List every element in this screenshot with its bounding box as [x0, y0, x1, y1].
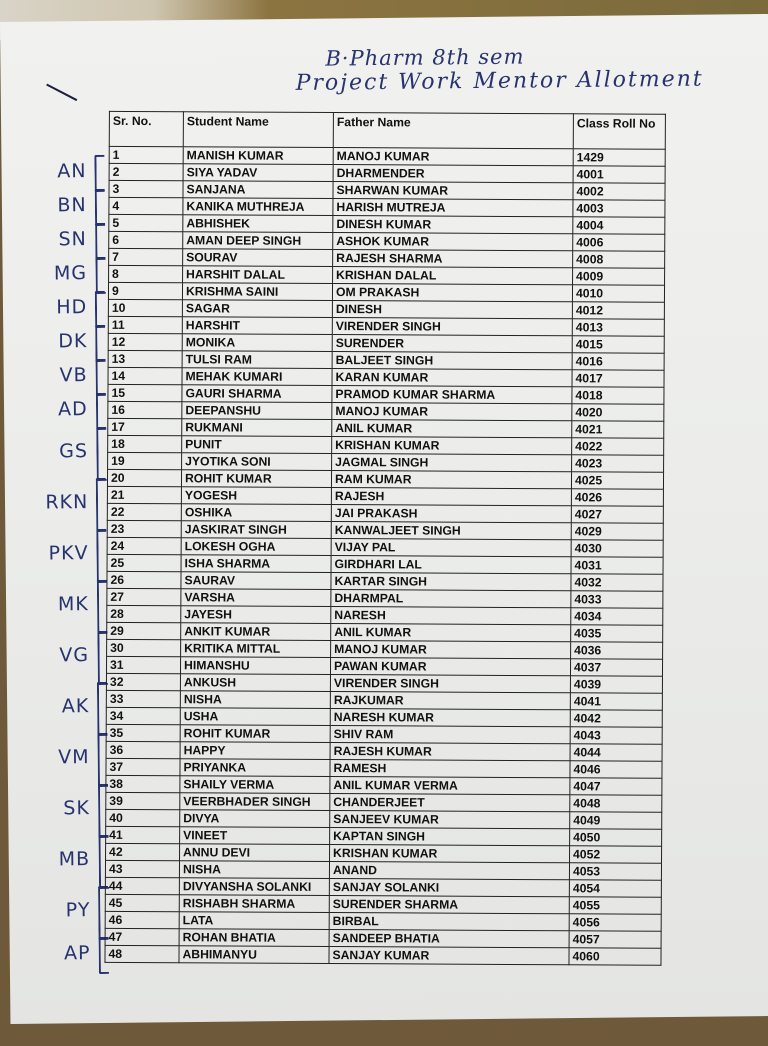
- cell-father-name: SHIV RAM: [330, 726, 570, 744]
- cell-father-name: MANOJ KUMAR: [333, 148, 573, 166]
- allotment-table-container: [104, 111, 665, 986]
- cell-sr-no: 42: [106, 843, 180, 860]
- cell-class-roll-no: 4023: [572, 455, 664, 472]
- header-class-roll-no: Class Roll No: [573, 114, 665, 149]
- cell-class-roll-no: 4002: [573, 183, 665, 200]
- cell-student-name: RISHABH SHARMA: [179, 895, 329, 913]
- mentor-bracket: [97, 529, 108, 583]
- cell-father-name: DHARMENDER: [333, 165, 573, 183]
- cell-class-roll-no: 4043: [570, 727, 662, 744]
- mentor-bracket: [95, 223, 105, 260]
- cell-student-name: SHAILY VERMA: [180, 776, 330, 794]
- cell-class-roll-no: 4018: [572, 387, 664, 404]
- cell-father-name: MANOJ KUMAR: [332, 403, 572, 421]
- cell-student-name: MANISH KUMAR: [183, 147, 333, 165]
- cell-father-name: KRISHAN KUMAR: [332, 437, 572, 455]
- cell-sr-no: 22: [107, 503, 181, 520]
- cell-class-roll-no: 4022: [572, 438, 664, 455]
- cell-father-name: SANJEEV KUMAR: [330, 811, 570, 829]
- cell-sr-no: 13: [108, 350, 182, 367]
- mentor-bracket: [95, 257, 105, 294]
- cell-father-name: JAGMAL SINGH: [332, 454, 572, 472]
- cell-class-roll-no: 4044: [570, 744, 662, 761]
- mentor-code: AN: [57, 159, 87, 183]
- cell-sr-no: 21: [107, 486, 181, 503]
- cell-student-name: SOURAV: [183, 249, 333, 267]
- cell-sr-no: 16: [108, 401, 182, 418]
- cell-student-name: HAPPY: [180, 742, 330, 760]
- cell-student-name: JYOTIKA SONI: [182, 453, 332, 471]
- cell-sr-no: 1: [109, 146, 183, 163]
- cell-class-roll-no: 4001: [573, 166, 665, 183]
- cell-sr-no: 5: [109, 214, 183, 231]
- cell-father-name: KARTAR SINGH: [331, 573, 571, 591]
- cell-sr-no: 8: [109, 265, 183, 282]
- cell-class-roll-no: 4015: [572, 336, 664, 353]
- cell-student-name: DIVYANSHA SOLANKI: [179, 878, 329, 896]
- paper-sheet: [0, 14, 768, 1024]
- cell-father-name: ANAND: [329, 862, 569, 880]
- cell-class-roll-no: 4046: [570, 761, 662, 778]
- mentor-code: MG: [53, 261, 88, 285]
- cell-student-name: AMAN DEEP SINGH: [183, 232, 333, 250]
- cell-sr-no: 33: [106, 690, 180, 707]
- cell-father-name: VIRENDER SINGH: [332, 318, 572, 336]
- cell-student-name: GAURI SHARMA: [182, 385, 332, 403]
- cell-class-roll-no: 4031: [571, 557, 663, 574]
- cell-sr-no: 4: [109, 197, 183, 214]
- cell-student-name: LOKESH OGHA: [181, 538, 331, 556]
- cell-sr-no: 46: [105, 911, 179, 928]
- cell-class-roll-no: 4004: [573, 217, 665, 234]
- cell-class-roll-no: 4057: [569, 931, 661, 948]
- cell-sr-no: 27: [107, 588, 181, 605]
- cell-sr-no: 29: [107, 622, 181, 639]
- cell-student-name: HARSHIT: [182, 317, 332, 335]
- mentor-code: PY: [65, 899, 91, 922]
- cell-sr-no: 30: [107, 639, 181, 656]
- cell-class-roll-no: 4026: [571, 489, 663, 506]
- cell-class-roll-no: 4060: [569, 948, 661, 965]
- cell-class-roll-no: 4036: [571, 642, 663, 659]
- cell-student-name: KRISHMA SAINI: [182, 283, 332, 301]
- cell-student-name: ANNU DEVI: [180, 844, 330, 862]
- cell-father-name: OM PRAKASH: [332, 284, 572, 302]
- cell-student-name: HARSHIT DALAL: [183, 266, 333, 284]
- cell-sr-no: 18: [108, 435, 182, 452]
- mentor-code: AK: [61, 695, 90, 718]
- cell-student-name: DIVYA: [180, 810, 330, 828]
- cell-father-name: KAPTAN SINGH: [330, 828, 570, 846]
- cell-sr-no: 44: [105, 877, 179, 894]
- cell-sr-no: 15: [108, 384, 182, 401]
- cell-student-name: JASKIRAT SINGH: [181, 521, 331, 539]
- cell-class-roll-no: 4039: [570, 676, 662, 693]
- cell-father-name: SURENDER: [332, 335, 572, 353]
- cell-class-roll-no: 4035: [571, 625, 663, 642]
- cell-class-roll-no: 4012: [572, 302, 664, 319]
- cell-student-name: ROHIT KUMAR: [181, 470, 331, 488]
- cell-father-name: KRISHAN KUMAR: [330, 845, 570, 863]
- cell-class-roll-no: 4006: [573, 234, 665, 251]
- cell-sr-no: 3: [109, 180, 183, 197]
- mentor-code: VM: [58, 746, 90, 769]
- cell-father-name: KARAN KUMAR: [332, 369, 572, 387]
- cell-sr-no: 38: [106, 775, 180, 792]
- cell-father-name: ASHOK KUMAR: [333, 233, 573, 251]
- cell-class-roll-no: 4033: [571, 591, 663, 608]
- cell-father-name: SANJAY KUMAR: [329, 947, 569, 965]
- cell-father-name: BALJEET SINGH: [332, 352, 572, 370]
- cell-class-roll-no: 4041: [570, 693, 662, 710]
- table-row: [105, 945, 661, 965]
- cell-student-name: ANKUSH: [180, 674, 330, 692]
- mentor-bracket: [96, 359, 106, 396]
- cell-student-name: ANKIT KUMAR: [181, 623, 331, 641]
- cell-student-name: JAYESH: [181, 606, 331, 624]
- cell-class-roll-no: 4029: [571, 523, 663, 540]
- mentor-bracket: [95, 189, 105, 226]
- cell-father-name: RAJESH KUMAR: [330, 743, 570, 761]
- cell-father-name: MANOJ KUMAR: [331, 641, 571, 659]
- mentor-bracket: [96, 427, 107, 481]
- cell-sr-no: 39: [106, 792, 180, 809]
- table-body: [105, 146, 665, 965]
- cell-sr-no: 48: [105, 945, 179, 962]
- cell-father-name: SHARWAN KUMAR: [333, 182, 573, 200]
- cell-sr-no: 28: [107, 605, 181, 622]
- cell-father-name: RAM KUMAR: [331, 471, 571, 489]
- cell-sr-no: 32: [106, 673, 180, 690]
- cell-class-roll-no: 4056: [569, 914, 661, 931]
- cell-student-name: ABHIMANYU: [179, 946, 329, 964]
- mentor-bracket: [95, 291, 105, 328]
- cell-father-name: DINESH: [332, 301, 572, 319]
- cell-sr-no: 43: [105, 860, 179, 877]
- cell-student-name: ROHIT KUMAR: [180, 725, 330, 743]
- cell-sr-no: 12: [108, 333, 182, 350]
- cell-student-name: ISHA SHARMA: [181, 555, 331, 573]
- cell-sr-no: 9: [108, 282, 182, 299]
- cell-student-name: TULSI RAM: [182, 351, 332, 369]
- cell-father-name: SURENDER SHARMA: [329, 896, 569, 914]
- cell-father-name: ANIL KUMAR VERMA: [330, 777, 570, 795]
- mentor-bracket: [96, 393, 106, 430]
- cell-class-roll-no: 4048: [570, 795, 662, 812]
- cell-student-name: SANJANA: [183, 181, 333, 199]
- mentor-code: DK: [58, 329, 88, 353]
- cell-sr-no: 31: [106, 656, 180, 673]
- cell-class-roll-no: 4017: [572, 370, 664, 387]
- cell-father-name: BIRBAL: [329, 913, 569, 931]
- mentor-bracket: [95, 155, 105, 192]
- cell-student-name: HIMANSHU: [180, 657, 330, 675]
- cell-sr-no: 14: [108, 367, 182, 384]
- cell-student-name: SAGAR: [182, 300, 332, 318]
- cell-sr-no: 23: [107, 520, 181, 537]
- handwritten-title-subject: Project Work Mentor Allotment: [295, 66, 704, 96]
- cell-sr-no: 10: [108, 299, 182, 316]
- cell-student-name: KANIKA MUTHREJA: [183, 198, 333, 216]
- mentor-code: HD: [56, 295, 88, 319]
- cell-sr-no: 34: [106, 707, 180, 724]
- cell-class-roll-no: 4021: [572, 421, 664, 438]
- cell-student-name: KRITIKA MITTAL: [181, 640, 331, 658]
- cell-father-name: VIRENDER SINGH: [330, 675, 570, 693]
- cell-student-name: YOGESH: [181, 487, 331, 505]
- cell-father-name: HARISH MUTREJA: [333, 199, 573, 217]
- cell-sr-no: 35: [106, 724, 180, 741]
- cell-student-name: USHA: [180, 708, 330, 726]
- cell-sr-no: 11: [108, 316, 182, 333]
- cell-class-roll-no: 4013: [572, 319, 664, 336]
- cell-sr-no: 24: [107, 537, 181, 554]
- cell-father-name: RAMESH: [330, 760, 570, 778]
- cell-sr-no: 20: [107, 469, 181, 486]
- cell-class-roll-no: 4050: [570, 829, 662, 846]
- cell-father-name: KRISHAN DALAL: [333, 267, 573, 285]
- cell-sr-no: 19: [108, 452, 182, 469]
- cell-student-name: MEHAK KUMARI: [182, 368, 332, 386]
- cell-class-roll-no: 4054: [569, 880, 661, 897]
- mentor-code: SK: [63, 797, 90, 820]
- cell-sr-no: 37: [106, 758, 180, 775]
- cell-class-roll-no: 4034: [571, 608, 663, 625]
- mentor-code: BN: [57, 193, 87, 217]
- cell-father-name: KANWALJEET SINGH: [331, 522, 571, 540]
- cell-class-roll-no: 4032: [571, 574, 663, 591]
- mentor-code: GS: [59, 440, 89, 463]
- cell-class-roll-no: 4003: [573, 200, 665, 217]
- cell-class-roll-no: 4009: [573, 268, 665, 285]
- mentor-bracket: [95, 325, 105, 362]
- cell-student-name: SIYA YADAV: [183, 164, 333, 182]
- mentor-code: PKV: [48, 542, 89, 565]
- cell-class-roll-no: 4027: [571, 506, 663, 523]
- cell-student-name: DEEPANSHU: [182, 402, 332, 420]
- handwritten-title-course: B·Pharm 8th sem: [325, 44, 525, 71]
- cell-father-name: NARESH: [331, 607, 571, 625]
- table-header-row: [109, 111, 665, 149]
- cell-sr-no: 25: [107, 554, 181, 571]
- cell-class-roll-no: 4025: [571, 472, 663, 489]
- cell-class-roll-no: 4030: [571, 540, 663, 557]
- cell-class-roll-no: 4020: [572, 404, 664, 421]
- allotment-table: [104, 111, 665, 966]
- header-student-name: Student Name: [183, 112, 333, 148]
- cell-father-name: NARESH KUMAR: [330, 709, 570, 727]
- cell-class-roll-no: 4053: [569, 863, 661, 880]
- cell-sr-no: 6: [109, 231, 183, 248]
- cell-father-name: DHARMPAL: [331, 590, 571, 608]
- cell-student-name: SAURAV: [181, 572, 331, 590]
- cell-student-name: ROHAN BHATIA: [179, 929, 329, 947]
- mentor-bracket: [96, 478, 107, 532]
- cell-student-name: MONIKA: [182, 334, 332, 352]
- cell-class-roll-no: 4037: [570, 659, 662, 676]
- cell-student-name: VINEET: [180, 827, 330, 845]
- cell-father-name: CHANDERJEET: [330, 794, 570, 812]
- cell-student-name: PRIYANKA: [180, 759, 330, 777]
- cell-class-roll-no: 4042: [570, 710, 662, 727]
- mentor-code: SN: [58, 227, 87, 251]
- cell-class-roll-no: 1429: [573, 149, 665, 166]
- cell-sr-no: 26: [107, 571, 181, 588]
- cell-student-name: VEERBHADER SINGH: [180, 793, 330, 811]
- cell-sr-no: 7: [109, 248, 183, 265]
- cell-class-roll-no: 4008: [573, 251, 665, 268]
- cell-father-name: VIJAY PAL: [331, 539, 571, 557]
- mentor-code: MB: [58, 848, 91, 871]
- header-father-name: Father Name: [333, 113, 573, 149]
- cell-class-roll-no: 4010: [572, 285, 664, 302]
- cell-sr-no: 45: [105, 894, 179, 911]
- cell-student-name: ABHISHEK: [183, 215, 333, 233]
- cell-father-name: GIRDHARI LAL: [331, 556, 571, 574]
- header-sr-no: Sr. No.: [109, 111, 183, 146]
- mentor-code: RKN: [45, 491, 89, 514]
- cell-sr-no: 41: [106, 826, 180, 843]
- cell-class-roll-no: 4049: [570, 812, 662, 829]
- cell-sr-no: 40: [106, 809, 180, 826]
- cell-father-name: SANJAY SOLANKI: [329, 879, 569, 897]
- cell-sr-no: 2: [109, 163, 183, 180]
- cell-father-name: PRAMOD KUMAR SHARMA: [332, 386, 572, 404]
- cell-father-name: ANIL KUMAR: [331, 624, 571, 642]
- cell-sr-no: 17: [108, 418, 182, 435]
- cell-student-name: LATA: [179, 912, 329, 930]
- cell-class-roll-no: 4016: [572, 353, 664, 370]
- cell-father-name: PAWAN KUMAR: [330, 658, 570, 676]
- cell-father-name: RAJESH: [331, 488, 571, 506]
- mentor-code: MK: [57, 593, 89, 616]
- cell-student-name: OSHIKA: [181, 504, 331, 522]
- cell-father-name: RAJESH SHARMA: [333, 250, 573, 268]
- cell-student-name: NISHA: [179, 861, 329, 879]
- cell-student-name: RUKMANI: [182, 419, 332, 437]
- mentor-code: AD: [57, 397, 88, 421]
- cell-student-name: NISHA: [180, 691, 330, 709]
- mentor-code: AP: [63, 941, 91, 965]
- cell-father-name: JAI PRAKASH: [331, 505, 571, 523]
- cell-sr-no: 36: [106, 741, 180, 758]
- cell-student-name: VARSHA: [181, 589, 331, 607]
- cell-student-name: PUNIT: [182, 436, 332, 454]
- cell-father-name: ANIL KUMAR: [332, 420, 572, 438]
- mentor-code: VG: [59, 644, 90, 667]
- cell-class-roll-no: 4047: [570, 778, 662, 795]
- cell-father-name: SANDEEP BHATIA: [329, 930, 569, 948]
- cell-father-name: DINESH KUMAR: [333, 216, 573, 234]
- cell-father-name: RAJKUMAR: [330, 692, 570, 710]
- cell-sr-no: 47: [105, 928, 179, 945]
- cell-class-roll-no: 4055: [569, 897, 661, 914]
- mentor-code: VB: [59, 363, 88, 387]
- cell-class-roll-no: 4052: [570, 846, 662, 863]
